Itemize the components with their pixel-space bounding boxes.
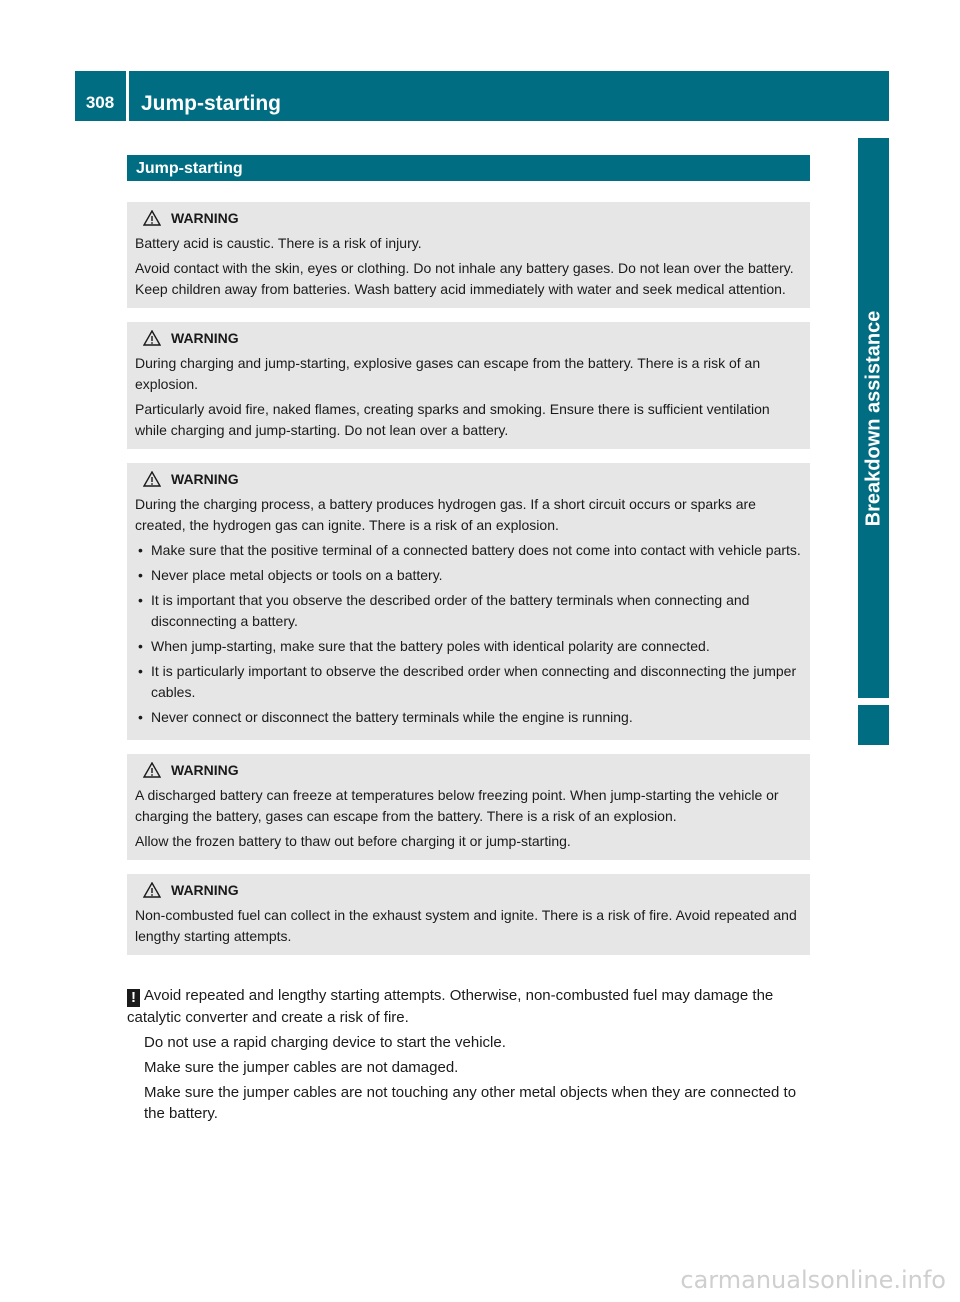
warnings-container xyxy=(127,202,810,969)
warning-text: During the charging process, a battery produces hydrogen gas. If a short circuit occurs or sparks are created, the hydrogen gas can ignite. There is a risk of an explosion. xyxy=(135,496,756,533)
bullet-item: • Never connect or disconnect the battery terminals while the engine is running. xyxy=(135,707,802,728)
warning-triangle-icon xyxy=(143,471,161,487)
page-number: 308 xyxy=(85,93,115,112)
notice-first-line xyxy=(127,985,810,1028)
notice-text: Do not use a rapid charging device to start the vehicle. xyxy=(144,1034,506,1051)
warning-text: Non-combusted fuel can collect in the exhaust system and ignite. There is a risk of fire. Avoid repeated and lengthy starting attempts. xyxy=(135,907,797,944)
notice-exclamation-icon: ! xyxy=(127,989,140,1007)
warning-text: Particularly avoid fire, naked flames, creating sparks and smoking. Ensure there is sufficient ventilation while charging and jump-starting. Do not lean over a battery. xyxy=(135,401,770,438)
warning-text: Allow the frozen battery to thaw out before charging it or jump-starting. xyxy=(135,833,571,849)
warning-label: WARNING xyxy=(171,210,239,226)
warning-heading xyxy=(143,759,802,781)
warning-box xyxy=(127,874,810,955)
warning-heading xyxy=(143,879,802,901)
notice-text: Avoid repeated and lengthy starting attempts. Otherwise, non-combusted fuel may damage the catalytic converter and create a risk of fire. xyxy=(127,987,774,1026)
warning-label: WARNING xyxy=(171,762,239,778)
bullet-item: • Never place metal objects or tools on a battery. xyxy=(135,565,802,586)
warning-bullet-list xyxy=(135,540,802,728)
warning-text: Battery acid is caustic. There is a risk of injury. xyxy=(135,235,422,251)
side-tab-label xyxy=(858,138,889,698)
header-title: Jump-starting xyxy=(141,92,282,115)
warning-box xyxy=(127,754,810,860)
warning-label: WARNING xyxy=(171,471,239,487)
notice-text: Make sure the jumper cables are not touching any other metal objects when they are connected to the battery. xyxy=(144,1084,797,1122)
warning-box xyxy=(127,202,810,308)
warning-text: Avoid contact with the skin, eyes or clothing. Do not inhale any battery gases. Do not lean over the battery. Keep children away from batteries. Wash battery acid immediately with water and seek medical attention. xyxy=(135,260,794,297)
bullet-item: • It is particularly important to observe the described order when connecting and disconnecting the jumper cables. xyxy=(135,661,802,703)
bullet-item: • It is important that you observe the described order of the battery terminals when connecting and disconnecting a battery. xyxy=(135,590,802,632)
bullet-item: • When jump-starting, make sure that the battery poles with identical polarity are connected. xyxy=(135,636,802,657)
warning-triangle-icon xyxy=(143,210,161,226)
warning-triangle-icon xyxy=(143,762,161,778)
notice-text: Make sure the jumper cables are not damaged. xyxy=(144,1059,459,1076)
section-title: Jump-starting xyxy=(127,155,810,181)
page-header xyxy=(75,71,889,121)
warning-label: WARNING xyxy=(171,882,239,898)
watermark: carmanualsonline.info xyxy=(680,1266,946,1294)
bullet-item: • Make sure that the positive terminal of a connected battery does not come into contact with vehicle parts. xyxy=(135,540,802,561)
warning-box xyxy=(127,322,810,449)
warning-label: WARNING xyxy=(171,330,239,346)
header-divider xyxy=(126,71,129,121)
warning-text: During charging and jump-starting, explosive gases can escape from the battery. There is a risk of an explosion. xyxy=(135,355,761,392)
warning-box xyxy=(127,463,810,740)
warning-triangle-icon xyxy=(143,330,161,346)
notice-block xyxy=(127,985,810,1128)
warning-heading xyxy=(143,207,802,229)
warning-text: A discharged battery can freeze at temperatures below freezing point. When jump-starting the vehicle or charging the battery, gases can escape from the battery. There is a risk of an explosion. xyxy=(135,787,779,824)
warning-triangle-icon xyxy=(143,882,161,898)
warning-heading xyxy=(143,327,802,349)
side-tab-text: Breakdown assistance xyxy=(862,310,884,526)
side-tab-marker xyxy=(858,705,889,745)
warning-heading xyxy=(143,468,802,490)
